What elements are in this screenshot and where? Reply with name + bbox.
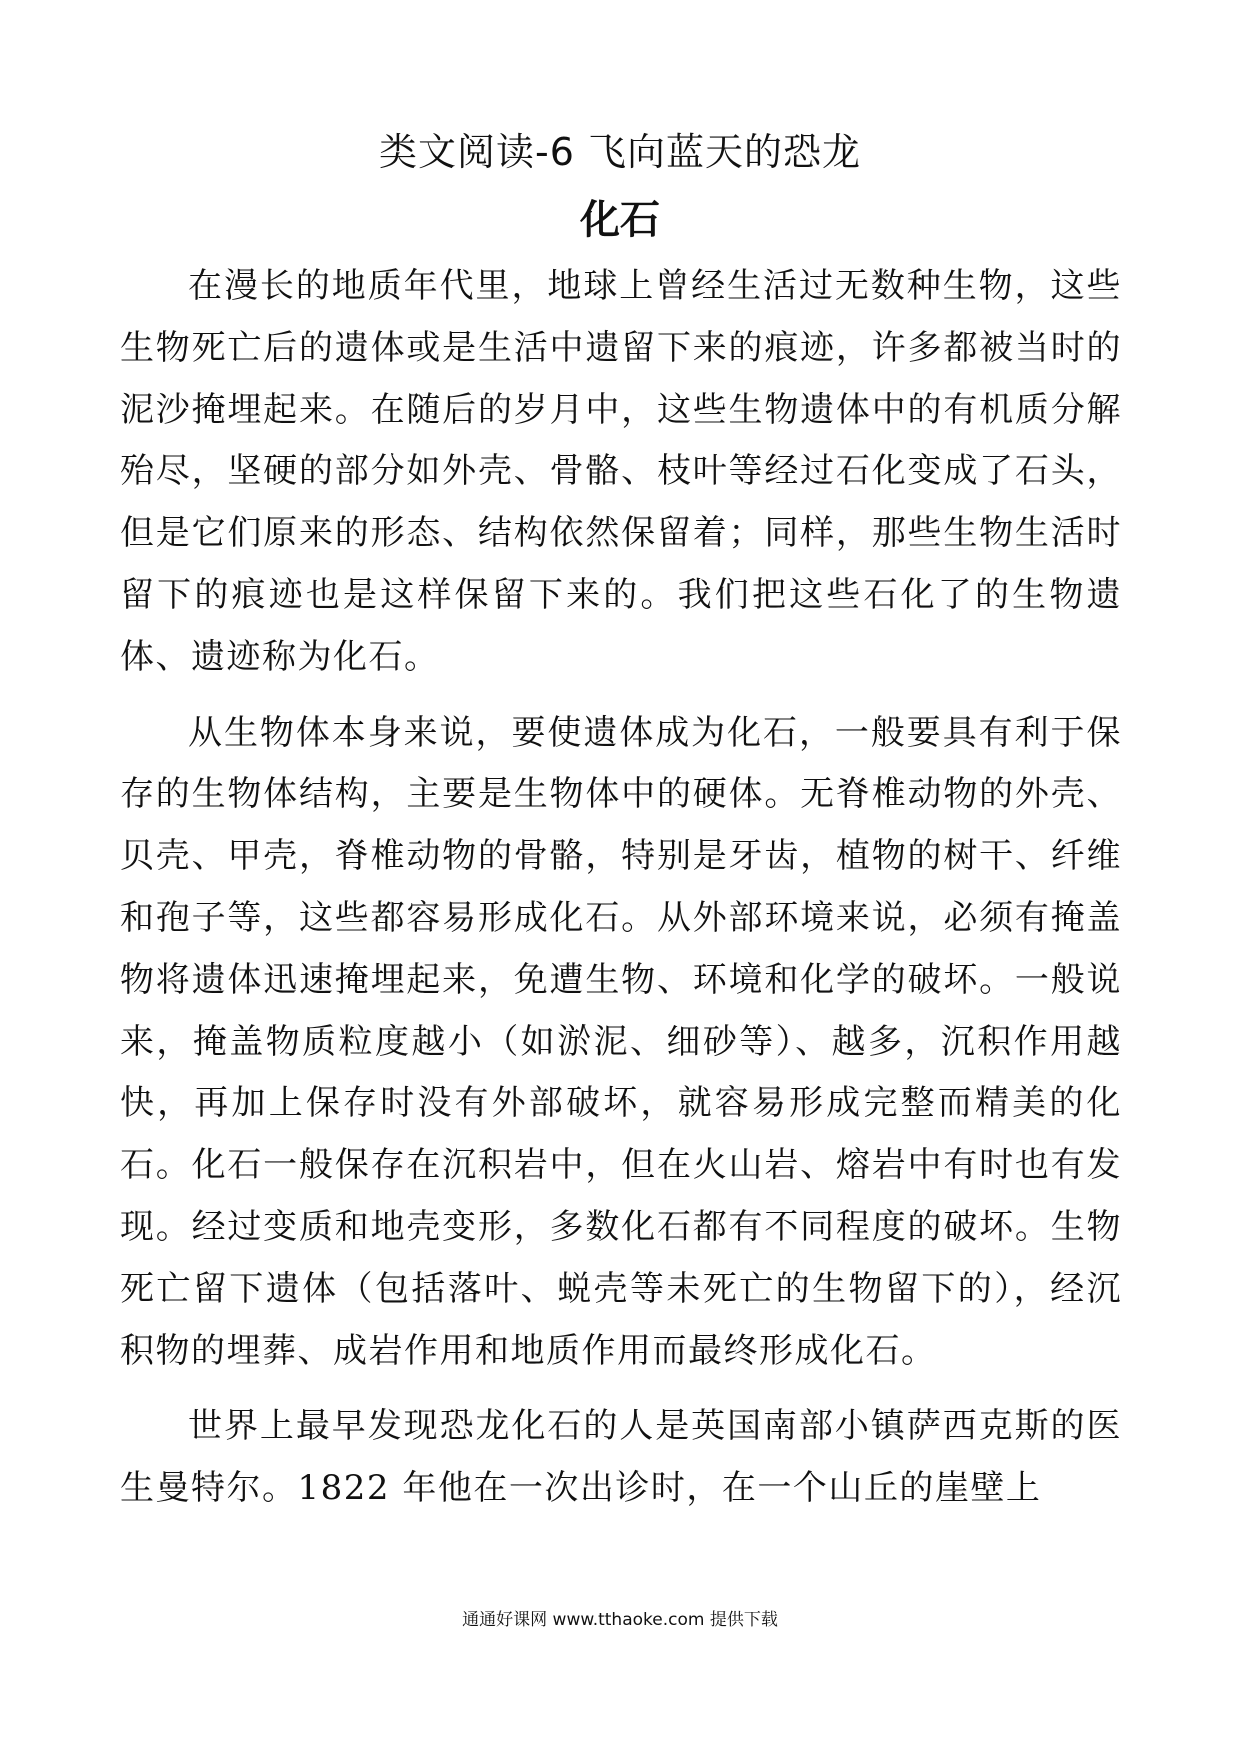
paragraph: 从生物体本身来说，要使遗体成为化石，一般要具有利于保存的生物体结构，主要是生物体中的硬体。无脊椎动物的外壳、贝壳、甲壳，脊椎动物的骨骼，特别是牙齿，植物的树干、纤维和孢子等，这些都容易形成化石。从外部环境来说，必须有掩盖物将遗体迅速掩埋起来，免遭生物、环境和化学的破坏。一般说来，掩盖物质粒度越小（如淤泥、细砂等）、越多，沉积作用越快，再加上保存时没有外部破坏，就容易形成完整而精美的化石。化石一般保存在沉积岩中，但在火山岩、熔岩中有时也有发现。经过变质和地壳变形，多数化石都有不同程度的破坏。生物死亡留下遗体（包括落叶、蜕壳等未死亡的生物留下的），经沉积物的埋葬、成岩作用和地质作用而最终形成化石。 bbox=[120, 712, 1122, 1371]
document-subtitle: 化石 bbox=[580, 197, 660, 243]
page-footer: 通通好课网 www.tthaoke.com 提供下载 bbox=[462, 1610, 778, 1630]
paragraph: 在漫长的地质年代里，地球上曾经生活过无数种生物，这些生物死亡后的遗体或是生活中遗留下来的痕迹，许多都被当时的泥沙掩埋起来。在随后的岁月中，这些生物遗体中的有机质分解殆尽，坚硬的部分如外壳、骨骼、枝叶等经过石化变成了石头，但是它们原来的形态、结构依然保留着；同样，那些生物生活时留下的痕迹也是这样保留下来的。我们把这些石化了的生物遗体、遗迹称为化石。 bbox=[120, 266, 1122, 677]
document-title: 类文阅读-6 飞向蓝天的恐龙 bbox=[379, 130, 861, 174]
article-body bbox=[120, 256, 1122, 1534]
paragraph: 世界上最早发现恐龙化石的人是英国南部小镇萨西克斯的医生曼特尔。1822 年他在一次出诊时，在一个山丘的崖壁上 bbox=[120, 1406, 1122, 1509]
